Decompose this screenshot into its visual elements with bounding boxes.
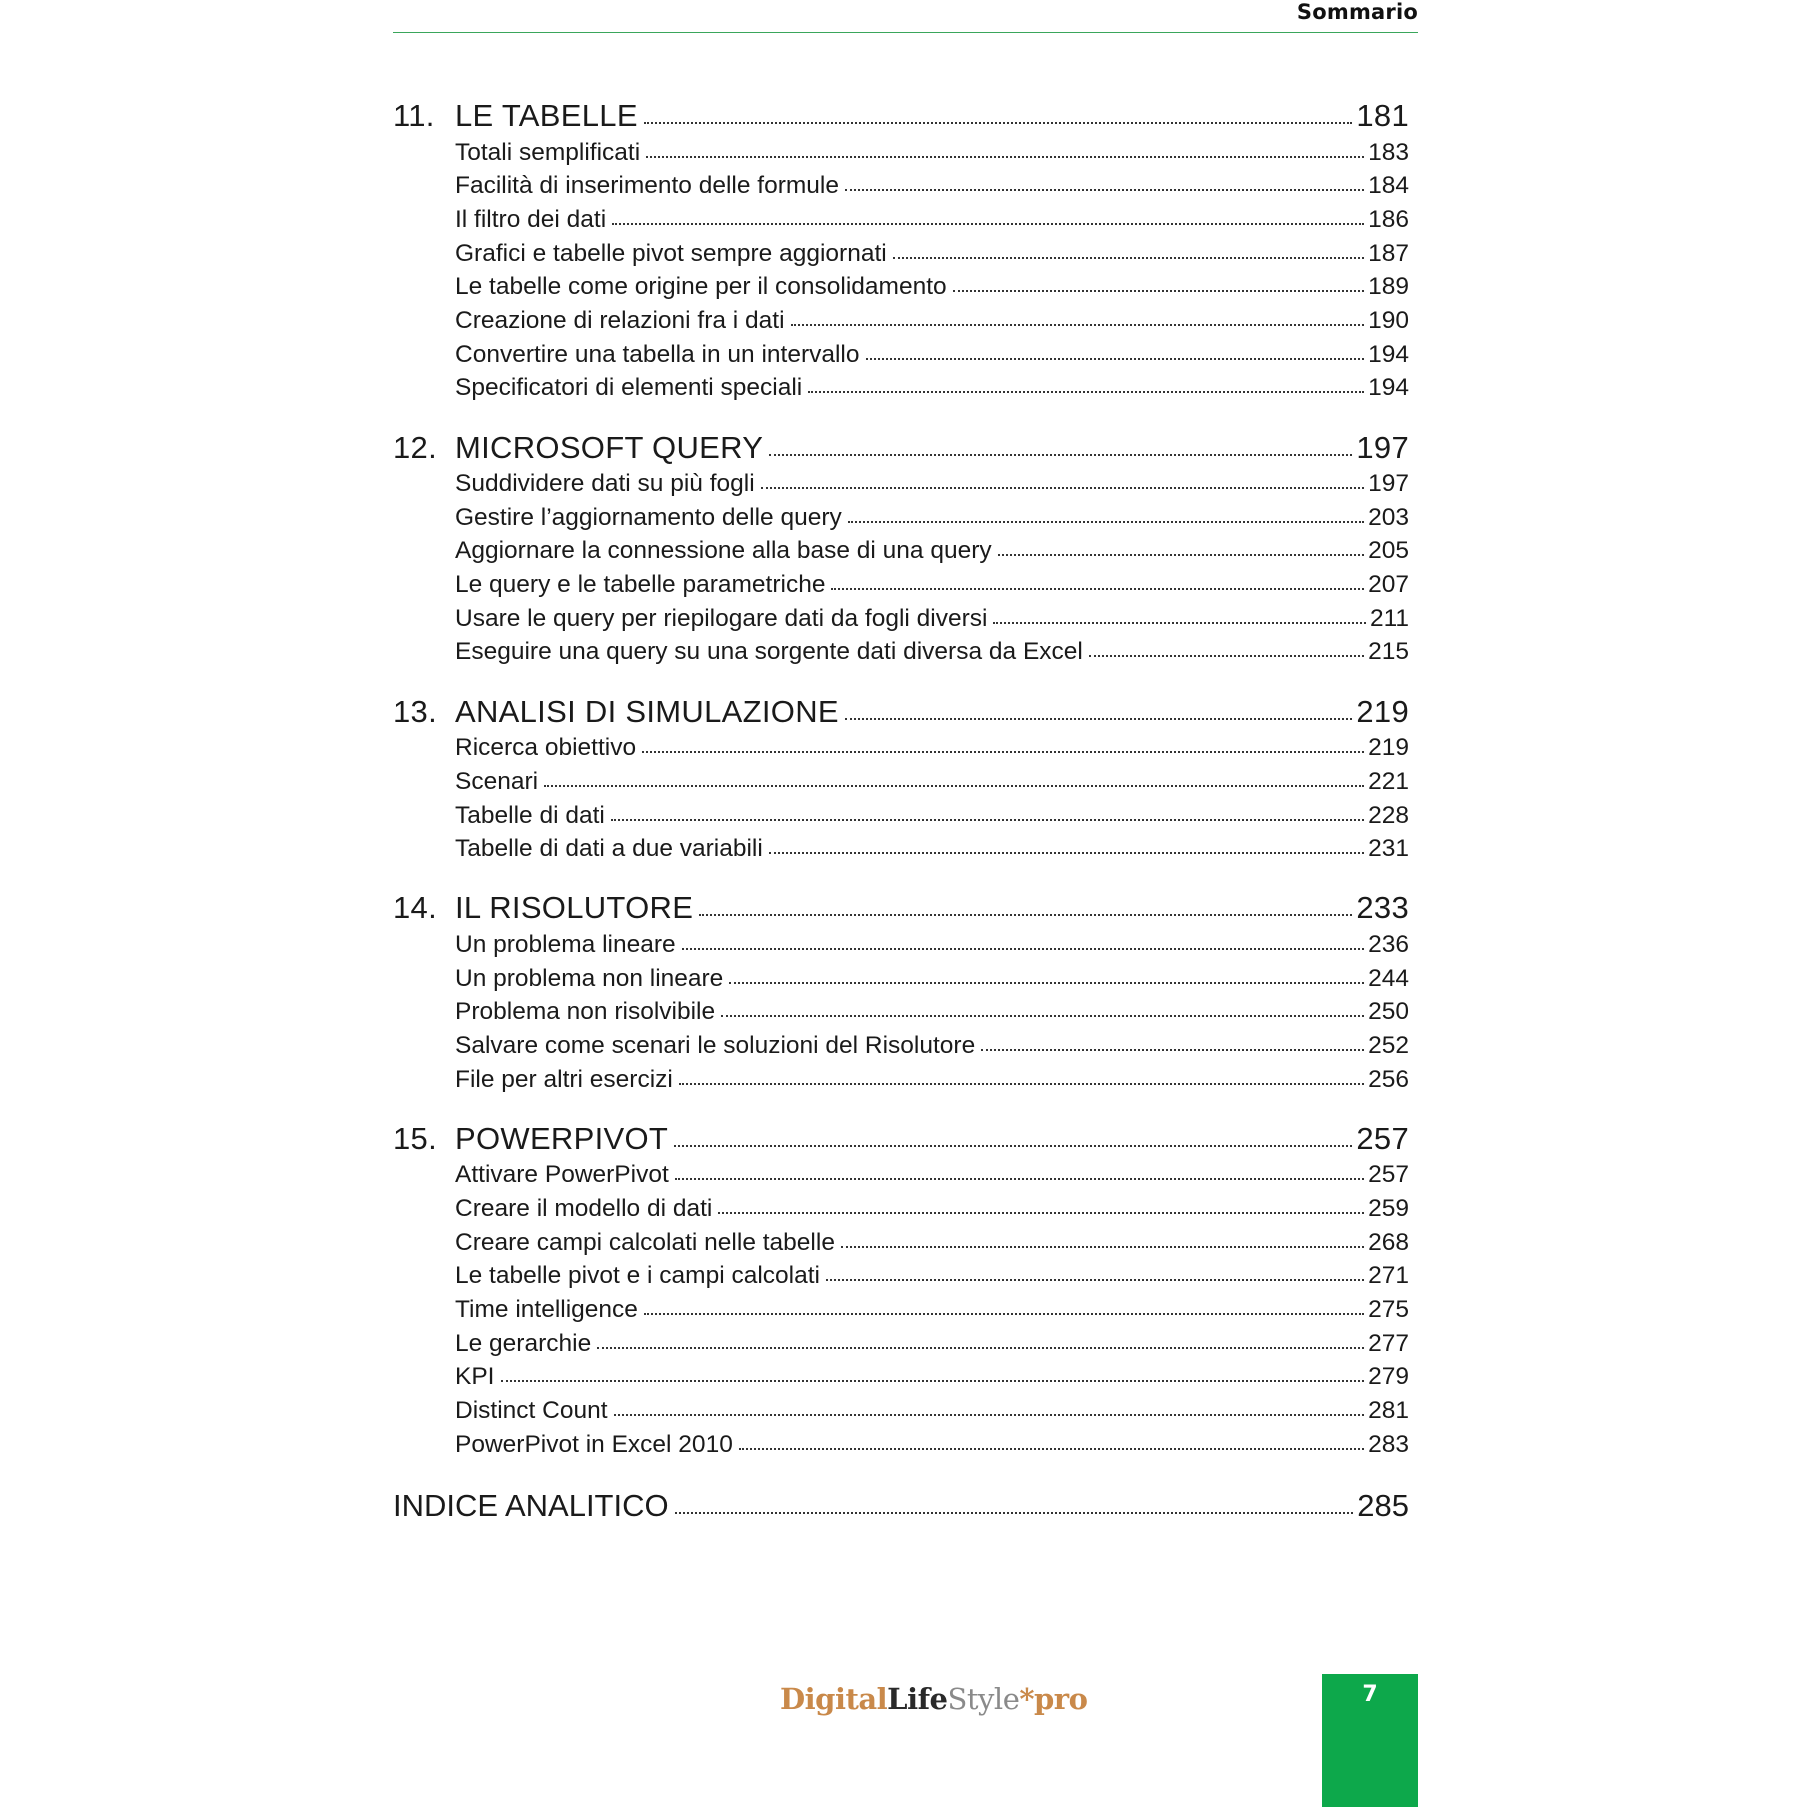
running-header	[393, 0, 1418, 33]
section-entry[interactable]	[393, 798, 1409, 832]
section-title: Attivare PowerPivot	[455, 1161, 669, 1189]
section-page: 252	[1368, 1031, 1409, 1059]
section-page: 189	[1368, 273, 1409, 301]
section-page: 283	[1368, 1430, 1409, 1458]
section-title: Scenari	[455, 767, 539, 795]
chapter-title: LE TABELLE	[455, 98, 638, 133]
dot-leader	[597, 1326, 1364, 1351]
dot-leader	[866, 337, 1365, 362]
section-title: Grafici e tabelle pivot sempre aggiornati	[455, 239, 887, 267]
section-title: Le gerarchie	[455, 1329, 592, 1357]
section-title: Gestire l’aggiornamento delle query	[455, 503, 842, 531]
chapter-title: IL RISOLUTORE	[455, 890, 694, 926]
dot-leader	[845, 691, 1353, 722]
dot-leader	[674, 1118, 1352, 1149]
section-page: 207	[1368, 571, 1409, 599]
dot-leader	[699, 887, 1352, 918]
section-entry[interactable]	[393, 169, 1409, 203]
section-page: 183	[1368, 138, 1409, 166]
chapter-page: 197	[1356, 429, 1409, 465]
section-title: Totali semplificati	[455, 138, 641, 166]
table-of-contents	[393, 95, 1409, 1525]
section-page: 190	[1368, 306, 1409, 334]
section-page: 236	[1368, 930, 1409, 958]
dot-leader	[682, 927, 1364, 952]
section-entry[interactable]	[393, 1259, 1409, 1293]
dot-leader	[679, 1062, 1364, 1087]
dot-leader	[761, 467, 1364, 492]
chapter-15	[393, 1118, 1409, 1461]
dot-leader	[644, 1293, 1364, 1318]
section-entry[interactable]	[393, 832, 1409, 866]
section-entry[interactable]	[393, 927, 1409, 961]
dot-leader	[981, 1028, 1364, 1053]
section-page: 203	[1368, 503, 1409, 531]
section-entry[interactable]	[393, 270, 1409, 304]
chapter-page: 219	[1356, 693, 1409, 729]
dot-leader	[718, 1192, 1364, 1217]
dot-leader	[993, 601, 1365, 626]
dot-leader	[826, 1259, 1364, 1284]
section-entry[interactable]	[393, 764, 1409, 798]
section-page: 268	[1368, 1228, 1409, 1256]
section-entry[interactable]	[393, 1360, 1409, 1394]
section-page: 228	[1368, 801, 1409, 829]
chapter-number: 15.	[393, 1120, 437, 1156]
publisher-logo	[780, 1682, 1087, 1716]
chapter-11	[393, 95, 1409, 405]
dot-leader	[791, 303, 1365, 328]
chapter-heading[interactable]	[393, 1118, 1409, 1158]
chapter-heading[interactable]	[393, 691, 1409, 731]
section-entry[interactable]	[393, 534, 1409, 568]
dot-leader	[845, 169, 1364, 194]
dot-leader	[893, 236, 1364, 261]
index-title: INDICE ANALITICO	[393, 1488, 669, 1523]
section-title: Le query e le tabelle parametriche	[455, 571, 826, 599]
chapter-page: 233	[1356, 890, 1409, 926]
dot-leader	[953, 270, 1364, 295]
dot-leader	[612, 202, 1364, 227]
section-title: Un problema non lineare	[455, 964, 724, 992]
section-page: 244	[1368, 964, 1409, 992]
logo-part-pro: pro	[1034, 1682, 1088, 1716]
section-entry[interactable]	[393, 337, 1409, 371]
dot-leader	[721, 995, 1364, 1020]
section-title: Le tabelle pivot e i campi calcolati	[455, 1262, 820, 1290]
section-entry[interactable]	[393, 1394, 1409, 1428]
dot-leader	[739, 1427, 1364, 1452]
section-page: 277	[1368, 1329, 1409, 1357]
section-title: Convertire una tabella in un intervallo	[455, 340, 860, 368]
section-entry[interactable]	[393, 1326, 1409, 1360]
chapter-13	[393, 691, 1409, 866]
section-page: 211	[1369, 604, 1409, 632]
section-title: PowerPivot in Excel 2010	[455, 1430, 733, 1458]
chapter-title: ANALISI DI SIMULAZIONE	[455, 693, 839, 729]
section-page: 221	[1368, 767, 1409, 795]
dot-leader	[614, 1394, 1365, 1419]
dot-leader	[841, 1225, 1364, 1250]
section-page: 256	[1368, 1065, 1409, 1093]
chapter-number: 12.	[393, 429, 437, 465]
section-entry[interactable]	[393, 1225, 1409, 1259]
section-page: 281	[1368, 1397, 1409, 1425]
section-page: 231	[1368, 835, 1409, 863]
logo-part-digital: Digital	[780, 1682, 888, 1716]
chapter-heading[interactable]	[393, 887, 1409, 927]
section-entry[interactable]	[393, 1192, 1409, 1226]
section-title: Creare campi calcolati nelle tabelle	[455, 1228, 835, 1256]
section-page: 259	[1368, 1195, 1409, 1222]
section-entry[interactable]	[393, 731, 1409, 765]
section-title: Ricerca obiettivo	[455, 734, 637, 762]
page-number: 7	[1362, 1682, 1378, 1707]
dot-leader	[501, 1360, 1365, 1385]
section-title: Le tabelle come origine per il consolidamento	[455, 273, 947, 301]
logo-part-life: Life	[887, 1682, 948, 1716]
section-title: Eseguire una query su una sorgente dati diversa da Excel	[455, 638, 1083, 666]
section-page: 184	[1368, 172, 1409, 200]
section-entry[interactable]	[393, 1293, 1409, 1327]
section-entry[interactable]	[393, 995, 1409, 1029]
section-page: 257	[1368, 1161, 1409, 1189]
chapter-title: MICROSOFT QUERY	[455, 429, 764, 465]
section-entry[interactable]	[393, 1028, 1409, 1062]
section-title: Creare il modello di dati	[455, 1195, 713, 1222]
dot-leader	[675, 1158, 1364, 1183]
logo-part-style: Style	[947, 1682, 1020, 1716]
chapter-number: 14.	[393, 890, 437, 926]
section-entry[interactable]	[393, 635, 1409, 669]
header-title: Sommario	[1296, 0, 1418, 24]
section-title: Problema non risolvibile	[455, 998, 716, 1026]
section-title: Suddividere dati su più fogli	[455, 470, 755, 497]
section-entry[interactable]	[393, 236, 1409, 270]
section-title: Facilità di inserimento delle formule	[455, 172, 839, 200]
chapter-page: 257	[1356, 1120, 1409, 1156]
dot-leader	[729, 961, 1364, 986]
section-entry[interactable]	[393, 371, 1409, 405]
section-entry[interactable]	[393, 1427, 1409, 1461]
section-page: 205	[1368, 537, 1409, 565]
section-page: 271	[1368, 1262, 1409, 1290]
section-entry[interactable]	[393, 1062, 1409, 1096]
section-entry[interactable]	[393, 467, 1409, 501]
dot-leader	[675, 1485, 1354, 1516]
chapter-heading[interactable]	[393, 95, 1409, 135]
section-title: Tabelle di dati	[455, 801, 605, 829]
section-page: 215	[1368, 638, 1409, 666]
dot-leader	[611, 798, 1364, 823]
logo-asterisk: *	[1019, 1682, 1035, 1716]
section-page: 186	[1368, 205, 1409, 233]
chapter-number: 13.	[393, 693, 437, 729]
section-entry[interactable]	[393, 202, 1409, 236]
section-title: Usare le query per riepilogare dati da fogli diversi	[455, 604, 988, 632]
section-entry[interactable]	[393, 500, 1409, 534]
dot-leader	[808, 371, 1364, 396]
section-title: Salvare come scenari le soluzioni del Risolutore	[455, 1031, 976, 1059]
section-title: KPI	[455, 1363, 495, 1391]
dot-leader	[1089, 635, 1364, 660]
section-page: 197	[1368, 470, 1409, 497]
dot-leader	[544, 764, 1364, 789]
section-title: File per altri esercizi	[455, 1065, 673, 1093]
chapter-12	[393, 427, 1409, 669]
dot-leader	[644, 95, 1353, 126]
chapter-page: 181	[1356, 98, 1409, 133]
section-entry[interactable]	[393, 135, 1409, 169]
section-entry[interactable]	[393, 601, 1409, 635]
dot-leader	[769, 427, 1352, 458]
section-page: 187	[1368, 239, 1409, 267]
dot-leader	[848, 500, 1364, 525]
section-entry[interactable]	[393, 303, 1409, 337]
chapter-number: 11.	[393, 98, 435, 133]
chapter-heading[interactable]	[393, 427, 1409, 467]
dot-leader	[646, 135, 1364, 160]
section-entry[interactable]	[393, 568, 1409, 602]
section-title: Tabelle di dati a due variabili	[455, 835, 763, 863]
section-page: 194	[1368, 340, 1409, 368]
index-entry[interactable]	[393, 1485, 1409, 1525]
section-title: Il filtro dei dati	[455, 205, 607, 233]
section-title: Creazione di relazioni fra i dati	[455, 306, 785, 334]
chapter-14	[393, 887, 1409, 1095]
section-title: Aggiornare la connessione alla base di una query	[455, 537, 992, 565]
chapter-title: POWERPIVOT	[455, 1120, 669, 1156]
section-title: Time intelligence	[455, 1296, 638, 1324]
section-entry[interactable]	[393, 961, 1409, 995]
section-title: Specificatori di elementi speciali	[455, 374, 803, 402]
index-page: 285	[1357, 1488, 1409, 1523]
page-number-tab	[1322, 1674, 1418, 1807]
section-page: 250	[1368, 998, 1409, 1026]
dot-leader	[769, 832, 1364, 857]
section-title: Un problema lineare	[455, 930, 676, 958]
dot-leader	[642, 731, 1364, 756]
section-page: 194	[1368, 374, 1409, 402]
dot-leader	[831, 568, 1364, 593]
dot-leader	[998, 534, 1364, 559]
section-page: 219	[1368, 734, 1409, 762]
section-page: 279	[1368, 1363, 1409, 1391]
section-title: Distinct Count	[455, 1397, 608, 1425]
section-page: 275	[1368, 1296, 1409, 1324]
section-entry[interactable]	[393, 1158, 1409, 1192]
